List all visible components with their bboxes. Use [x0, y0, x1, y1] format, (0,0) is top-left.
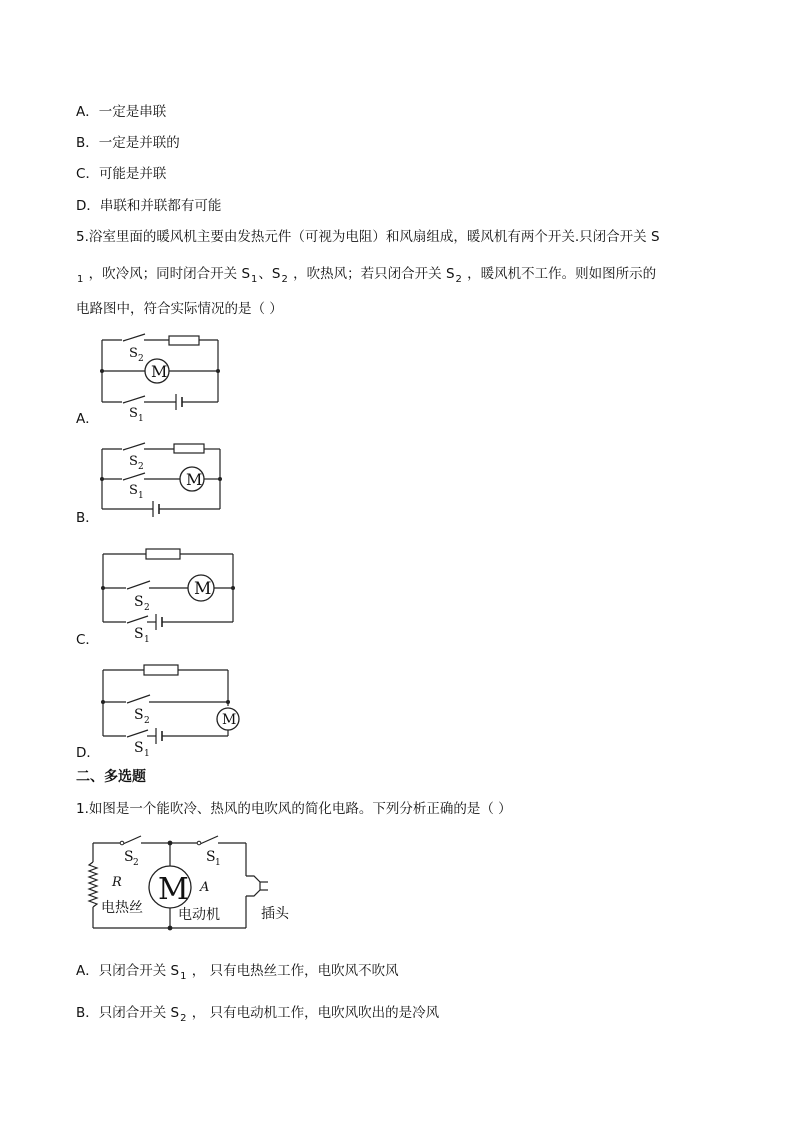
svg-text:M: M — [186, 470, 203, 489]
svg-text:M: M — [222, 712, 237, 728]
svg-text:2: 2 — [138, 462, 144, 472]
svg-text:S: S — [134, 740, 144, 756]
svg-text:1: 1 — [144, 635, 150, 645]
q5-option-d-label[interactable]: D． — [76, 745, 100, 761]
q5-option-b-label[interactable]: B． — [76, 510, 99, 526]
svg-text:R: R — [112, 875, 122, 890]
hair-dryer-circuit — [84, 830, 314, 940]
circuit-diagram-a — [96, 330, 226, 424]
svg-text:2: 2 — [144, 603, 150, 613]
circuit-diagram-b — [96, 437, 231, 522]
q5-option-c-label[interactable]: C． — [76, 632, 99, 648]
q5-stem-line3: 电路图中，符合实际情况的是（ ） — [76, 301, 283, 317]
svg-text:S: S — [134, 707, 144, 723]
q5-stem-line2: $_1$ ，吹冷风；同时闭合开关 $S_1$、$S_2$ ，吹热风；若只闭合开关 $S_2$ ，暖风机不工作。则如图所示的 — [77, 266, 657, 285]
section-heading: 二、多选题 — [76, 769, 146, 785]
svg-text:电动机: 电动机 — [178, 907, 220, 923]
q1-option-b[interactable]: B．只闭合开关 $S_2$ ， 只有电动机工作，电吹风吹出的是冷风 — [76, 1005, 440, 1024]
svg-text:S: S — [129, 406, 138, 421]
q4-option-a[interactable]: A．一定是串联 — [76, 104, 167, 120]
svg-text:1: 1 — [144, 749, 150, 759]
q1-stem: 1.如图是一个能吹冷、热风的电吹风的简化电路。下列分析正确的是（ ） — [76, 801, 512, 817]
svg-text:电热丝: 电热丝 — [101, 900, 143, 916]
q5-stem-line1: 5.浴室里面的暖风机主要由发热元件（可视为电阻）和风扇组成，暖风机有两个开关.只闭合开关 S — [76, 229, 660, 245]
svg-text:S: S — [129, 483, 138, 498]
svg-text:S: S — [134, 594, 144, 610]
q5-option-a-label[interactable]: A． — [76, 411, 99, 427]
svg-text:1: 1 — [138, 491, 144, 501]
q4-option-b[interactable]: B．一定是并联的 — [76, 135, 180, 151]
svg-text:插头: 插头 — [261, 906, 289, 922]
svg-text:S: S — [129, 454, 138, 469]
svg-text:S: S — [124, 849, 134, 865]
svg-text:2: 2 — [144, 716, 150, 726]
svg-text:S: S — [129, 346, 138, 361]
circuit-diagram-c — [96, 542, 241, 645]
svg-text:M: M — [151, 362, 168, 381]
svg-text:1: 1 — [215, 858, 221, 868]
q1-option-a[interactable]: A．只闭合开关 $S_1$ ， 只有电热丝工作，电吹风不吹风 — [76, 963, 399, 982]
circuit-diagram-d — [96, 658, 246, 759]
svg-text:2: 2 — [133, 858, 139, 868]
svg-text:S: S — [206, 849, 216, 865]
svg-text:M: M — [158, 872, 189, 907]
q4-option-d[interactable]: D．串联和并联都有可能 — [76, 198, 222, 214]
svg-text:2: 2 — [138, 354, 144, 364]
svg-text:M: M — [194, 579, 212, 599]
svg-text:1: 1 — [138, 414, 144, 424]
svg-text:S: S — [134, 626, 144, 642]
q4-option-c[interactable]: C．可能是并联 — [76, 166, 167, 182]
svg-text:A: A — [200, 880, 210, 895]
